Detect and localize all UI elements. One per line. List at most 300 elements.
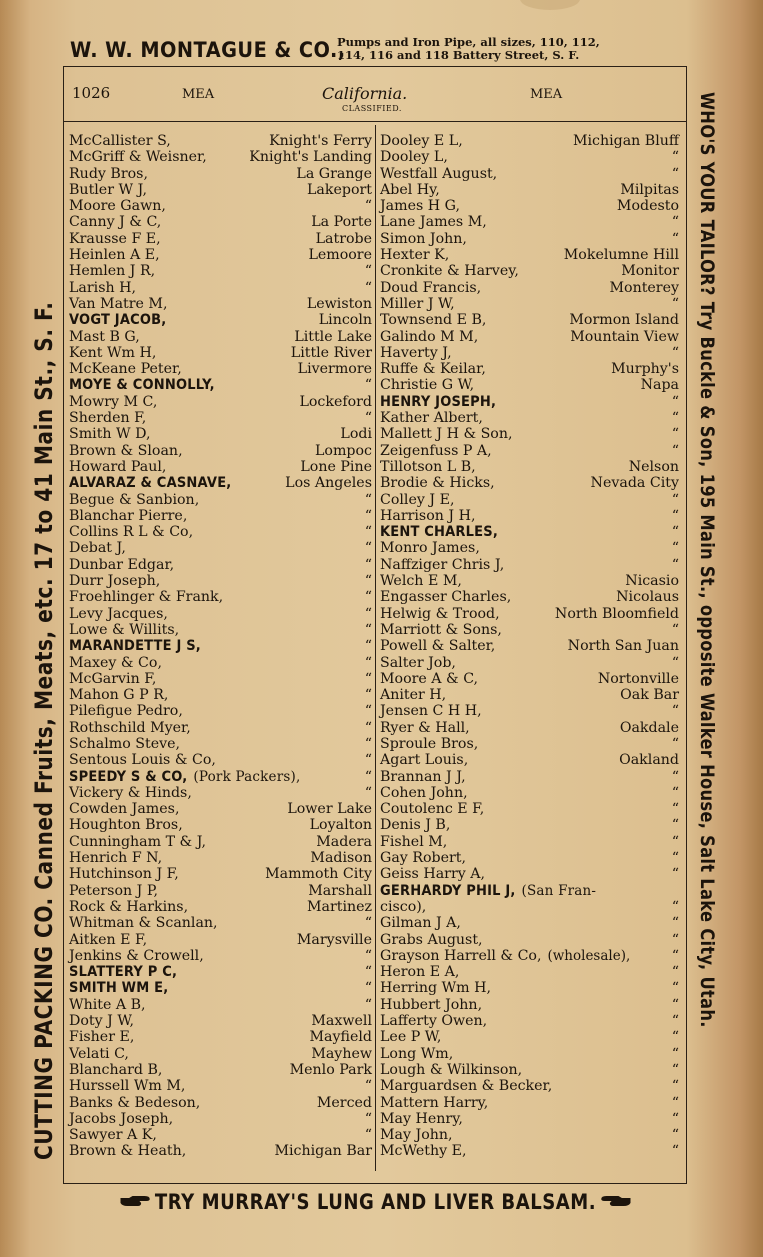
listing-row [380, 866, 679, 882]
listing-name: Cohen John, [380, 784, 468, 801]
listing-row [69, 720, 372, 736]
listing-row [69, 1111, 372, 1127]
listing-name: Levy Jacques, [69, 605, 168, 622]
listing-name: Dooley E L, [380, 133, 463, 149]
listing-name: Powell & Salter, [380, 638, 496, 655]
right-margin-advertisement [692, 92, 722, 1172]
listing-place: “ [671, 295, 679, 312]
page-title: California. [322, 84, 408, 103]
listing-row [380, 720, 679, 736]
listing-place: “ [364, 263, 372, 280]
listing-place: Marshall [308, 882, 372, 899]
listing-place: Little Lake [294, 328, 372, 345]
listing-place: “ [671, 344, 679, 361]
listing-name: Brannan J J, [380, 768, 466, 785]
listing-row [380, 459, 679, 475]
listing-row [380, 948, 679, 964]
listing-row [380, 703, 679, 719]
right-guide-word: MEA [530, 87, 563, 102]
listing-place: “ [364, 1127, 372, 1144]
listing-name: Cowden James, [69, 801, 180, 818]
listing-name: Smith W D, [69, 426, 151, 443]
listing-row [69, 263, 372, 279]
listing-row [69, 655, 372, 671]
listing-place: “ [364, 621, 372, 638]
listing-name: Pilefigue Pedro, [69, 703, 183, 720]
listing-row [380, 361, 679, 377]
listing-name: May Henry, [380, 1110, 463, 1127]
listing-place: Mammoth City [265, 866, 372, 883]
listing-name: Moore A & C, [380, 670, 479, 687]
listing-name: Herring Wm H, [380, 980, 492, 997]
listing-place: Oakland [619, 752, 679, 769]
listing-name: May John, [380, 1127, 453, 1144]
listing-row [69, 801, 372, 817]
listing-name: Westfall August, [380, 165, 498, 182]
listing-place: Madison [310, 850, 372, 867]
listing-place: “ [364, 638, 372, 655]
listing-row [69, 671, 372, 687]
listing-place: “ [364, 1078, 372, 1095]
top-ad-line-1: Pumps and Iron Pipe, all sizes, 110, 112, [337, 35, 600, 49]
listing-name: Geiss Harry A, [380, 866, 486, 883]
listing-row [69, 443, 372, 459]
listing-name: Salter Job, [380, 654, 456, 671]
listing-place: “ [364, 654, 372, 671]
listing-place: Nicolaus [616, 589, 679, 606]
listing-name: Debat J, [69, 540, 126, 557]
left-column-listings [69, 133, 372, 1160]
listing-row [380, 997, 679, 1013]
listing-name: Banks & Bedeson, [69, 1094, 201, 1111]
listing-place: “ [364, 670, 372, 687]
listing-name: cisco), [380, 898, 427, 915]
listing-name: Townsend E B, [380, 312, 487, 329]
listing-row [380, 312, 679, 328]
listing-name: Haverty J, [380, 344, 452, 361]
listing-place: Lincoln [318, 312, 372, 329]
page-number: 1026 [72, 84, 111, 102]
listing-place: “ [671, 703, 679, 720]
listing-name: Van Matre M, [69, 295, 168, 312]
listing-row [380, 606, 679, 622]
listing-row [380, 263, 679, 279]
listing-name: Hutchinson J F, [69, 866, 179, 883]
listing-row [69, 1095, 372, 1111]
listing-name: Begue & Sanbion, [69, 491, 200, 508]
listing-row [69, 459, 372, 475]
listing-row [380, 1143, 679, 1159]
listing-place: Nevada City [590, 475, 679, 492]
listing-row [380, 671, 679, 687]
listing-row [69, 638, 372, 654]
listing-row [380, 557, 679, 573]
listing-name: HENRY JOSEPH, [380, 393, 497, 410]
listing-name: ALVARAZ & CASNAVE, [69, 475, 232, 492]
listing-place: “ [671, 1094, 679, 1111]
listing-name: Heron E A, [380, 964, 460, 981]
listing-place: Merced [316, 1094, 372, 1111]
listing-row [380, 410, 679, 426]
listing-row [380, 182, 679, 198]
listing-row [380, 1095, 679, 1111]
listing-name: McWethy E, [380, 1143, 467, 1160]
listing-name: Howard Paul, [69, 458, 167, 475]
listing-place: Lakeport [307, 181, 372, 198]
listing-row [380, 443, 679, 459]
listing-name: Mallett J H & Son, [380, 426, 513, 443]
listing-place: “ [671, 1143, 679, 1160]
listing-name: Kent Wm H, [69, 344, 157, 361]
listing-place: “ [364, 556, 372, 573]
listing-place: “ [364, 687, 372, 704]
listing-place: Latrobe [315, 230, 372, 247]
listing-place: “ [671, 1127, 679, 1144]
listing-place: “ [671, 393, 679, 410]
listing-name: MOYE & CONNOLLY, [69, 377, 215, 394]
listing-row [380, 834, 679, 850]
listing-row [380, 1111, 679, 1127]
listing-place: Lompoc [315, 442, 372, 459]
listing-name: Lane James M, [380, 214, 487, 231]
listing-row [69, 394, 372, 410]
listing-place: Nelson [628, 458, 679, 475]
listing-row [69, 980, 372, 996]
listing-row [380, 1029, 679, 1045]
listing-name: Krausse F E, [69, 230, 161, 247]
listing-name: Hemlen J R, [69, 263, 156, 280]
listing-row [69, 573, 372, 589]
listing-name: Dunbar Edgar, [69, 556, 175, 573]
listing-name: Ruffe & Keilar, [380, 361, 486, 378]
listing-name: Blanchard B, [69, 1061, 163, 1078]
listing-name: Whitman & Scanlan, [69, 915, 218, 932]
listing-place: “ [364, 996, 372, 1013]
listing-place: “ [364, 752, 372, 769]
listing-name: Maxey & Co, [69, 654, 162, 671]
listing-name: Lough & Wilkinson, [380, 1061, 523, 1078]
listing-name: Lee P W, [380, 1029, 442, 1046]
listing-place: Nicasio [625, 573, 679, 590]
listing-row [69, 198, 372, 214]
listing-row [69, 312, 372, 328]
listing-row [380, 280, 679, 296]
listing-name: Velati C, [69, 1045, 129, 1062]
listing-place: “ [364, 784, 372, 801]
listing-row [69, 540, 372, 556]
listing-name: McKeane Peter, [69, 361, 182, 378]
listing-name: Lowe & Willits, [69, 621, 180, 638]
column-divider [375, 125, 376, 1171]
listing-name: McGriff & Weisner, [69, 149, 207, 166]
listing-place: “ [671, 817, 679, 834]
listing-row [69, 1062, 372, 1078]
listing-place: “ [671, 931, 679, 948]
listing-name: KENT CHARLES, [380, 524, 498, 541]
listing-row [69, 899, 372, 915]
listing-row [69, 589, 372, 605]
listing-row [380, 329, 679, 345]
listing-note: (Pork Packers), [193, 768, 301, 785]
listing-name: Grabs August, [380, 931, 483, 948]
page-subtitle: CLASSIFIED. [342, 104, 402, 113]
listing-row [69, 361, 372, 377]
listing-name: Jenkins & Crowell, [69, 947, 204, 964]
paper-stain [520, 0, 580, 10]
listing-row [380, 655, 679, 671]
listing-name: Vickery & Hinds, [69, 784, 192, 801]
listing-name: Schalmo Steve, [69, 735, 181, 752]
listing-place: La Porte [311, 214, 372, 231]
listing-place: “ [671, 1061, 679, 1078]
listing-row [69, 231, 372, 247]
listing-place: “ [364, 915, 372, 932]
listing-name: Mowry M C, [69, 393, 158, 410]
listing-row [380, 524, 679, 540]
listing-name: Hexter K, [380, 247, 450, 264]
listing-place: Monitor [621, 263, 679, 280]
listing-place: “ [364, 947, 372, 964]
listing-name: Mattern Harry, [380, 1094, 489, 1111]
listing-place: “ [364, 524, 372, 541]
listing-name: James H G, [380, 198, 461, 215]
listing-row [380, 247, 679, 263]
listing-row [69, 769, 372, 785]
listing-name: Harrison J H, [380, 507, 476, 524]
listing-name: Doud Francis, [380, 279, 482, 296]
listing-row [380, 736, 679, 752]
listing-row [380, 1078, 679, 1094]
listing-place: “ [671, 540, 679, 557]
listing-name: MARANDETTE J S, [69, 638, 201, 655]
listing-place: Michigan Bluff [572, 133, 679, 149]
listing-place: Murphy's [611, 361, 679, 378]
listing-place: “ [671, 898, 679, 915]
listing-name: SMITH WM E, [69, 980, 169, 997]
listing-row [380, 426, 679, 442]
listing-row [69, 182, 372, 198]
listing-place: “ [364, 719, 372, 736]
listing-place: “ [364, 589, 372, 606]
listing-place: “ [364, 198, 372, 215]
listing-row [69, 329, 372, 345]
listing-name: Coutolenc E F, [380, 801, 485, 818]
listing-place: “ [671, 735, 679, 752]
listing-row [69, 1078, 372, 1094]
listing-name: Durr Joseph, [69, 573, 161, 590]
listing-row [69, 1029, 372, 1045]
top-ad-firm-name: W. W. MONTAGUE & CO., [70, 38, 346, 62]
listing-row [69, 410, 372, 426]
listing-row [380, 377, 679, 393]
listing-row [380, 622, 679, 638]
listing-name: SPEEDY S & CO, [69, 768, 188, 785]
listing-place: “ [364, 964, 372, 981]
listing-place: “ [671, 442, 679, 459]
listing-row [69, 932, 372, 948]
listing-place: “ [671, 410, 679, 427]
listing-row [380, 638, 679, 654]
listing-row [380, 915, 679, 931]
listing-place: Nortonville [597, 670, 679, 687]
listing-place: “ [671, 165, 679, 182]
listing-place: Livermore [297, 361, 372, 378]
listing-name: Rock & Harkins, [69, 898, 189, 915]
listing-name: Houghton Bros, [69, 817, 183, 834]
listing-row [380, 345, 679, 361]
listing-place: “ [364, 735, 372, 752]
listing-place: “ [364, 1110, 372, 1127]
listing-row [69, 687, 372, 703]
listing-place: Milpitas [620, 181, 679, 198]
listing-name: Doty J W, [69, 1013, 134, 1030]
listing-place: “ [671, 214, 679, 231]
listing-name: Monro James, [380, 540, 480, 557]
listing-name: Marguardsen & Becker, [380, 1078, 553, 1095]
listing-row [69, 214, 372, 230]
listing-row [69, 247, 372, 263]
listing-name: VOGT JACOB, [69, 312, 167, 329]
listing-place: Monterey [609, 279, 679, 296]
listing-row [69, 834, 372, 850]
listing-name: Hurssell Wm M, [69, 1078, 186, 1095]
listing-place: Marysville [296, 931, 372, 948]
listing-row [69, 866, 372, 882]
listing-place: “ [671, 621, 679, 638]
listing-name: Canny J & C, [69, 214, 162, 231]
listing-row [380, 214, 679, 230]
bottom-ad-text: TRY MURRAY'S LUNG AND LIVER BALSAM. [155, 1190, 597, 1214]
listing-name: White A B, [69, 996, 146, 1013]
listing-name: Sproule Bros, [380, 735, 479, 752]
listing-place: “ [671, 654, 679, 671]
listing-place: “ [671, 980, 679, 997]
listing-name: Rothschild Myer, [69, 719, 191, 736]
listing-name: Mast B G, [69, 328, 140, 345]
listing-place: “ [671, 149, 679, 166]
listing-row [380, 817, 679, 833]
listing-name: Aitken E F, [69, 931, 148, 948]
listing-place: “ [364, 279, 372, 296]
listing-place: “ [671, 1029, 679, 1046]
listing-row [380, 394, 679, 410]
listing-row [69, 736, 372, 752]
listing-place: Los Angeles [285, 475, 372, 492]
listing-place: “ [364, 540, 372, 557]
listing-name: Engasser Charles, [380, 589, 512, 606]
listing-place: “ [671, 784, 679, 801]
listing-name: Grayson Harrell & Co, [380, 947, 542, 964]
listing-row [380, 166, 679, 182]
listing-name: Brodie & Hicks, [380, 475, 495, 492]
listing-place: Lower Lake [287, 801, 372, 818]
pointing-hand-icon [119, 1194, 152, 1208]
listing-place: “ [364, 377, 372, 394]
listing-name: Froehlinger & Frank, [69, 589, 224, 606]
listing-name: Denis J B, [380, 817, 451, 834]
listing-row [69, 997, 372, 1013]
listing-name: Gay Robert, [380, 850, 467, 867]
listing-name: Larish H, [69, 279, 137, 296]
listing-row [69, 1013, 372, 1029]
listing-row [380, 752, 679, 768]
listing-place: Mormon Island [569, 312, 679, 329]
listing-name: Fisher E, [69, 1029, 135, 1046]
listing-row [69, 817, 372, 833]
right-margin-ad-text: WHO'S YOUR TAILOR? Try Buckle & Son, 195 Main St., opposite Walker House, Salt Lake City, Utah. [696, 92, 718, 1028]
listing-row [69, 1127, 372, 1143]
listing-name: Lafferty Owen, [380, 1013, 488, 1030]
listing-row [69, 492, 372, 508]
listing-name: McCallister S, [69, 133, 171, 149]
listing-row [69, 1046, 372, 1062]
listing-name: Tillotson L B, [380, 458, 476, 475]
header-divider [63, 121, 687, 122]
listing-row [69, 915, 372, 931]
listing-place: “ [671, 850, 679, 867]
pointing-hand-icon [600, 1194, 633, 1208]
listing-name: Sherden F, [69, 410, 147, 427]
listing-place: “ [671, 1013, 679, 1030]
listing-row [380, 980, 679, 996]
listing-row [380, 133, 679, 149]
listing-name: Kather Albert, [380, 410, 483, 427]
listing-place: “ [671, 507, 679, 524]
listing-place: “ [671, 426, 679, 443]
listing-place: “ [364, 410, 372, 427]
listing-name: Galindo M M, [380, 328, 479, 345]
listing-place: Lemoore [308, 247, 372, 264]
listing-name: Henrich F N, [69, 850, 163, 867]
listing-row [69, 475, 372, 491]
listing-place: “ [671, 230, 679, 247]
listing-name: Sawyer A K, [69, 1127, 157, 1144]
top-ad-details [337, 36, 600, 62]
listing-name: Agart Louis, [380, 752, 469, 769]
listing-name: SLATTERY P C, [69, 964, 178, 981]
listing-row [380, 687, 679, 703]
listing-row [380, 801, 679, 817]
listing-row [380, 883, 679, 899]
listing-row [380, 769, 679, 785]
top-advertisement [70, 36, 690, 64]
listing-name: Miller J W, [380, 295, 455, 312]
listing-place: “ [671, 801, 679, 818]
listing-place: Napa [640, 377, 679, 394]
listing-place: “ [364, 491, 372, 508]
listing-place: “ [364, 980, 372, 997]
bottom-advertisement [66, 1190, 686, 1220]
listing-row [69, 149, 372, 165]
top-ad-line-2: 114, 116 and 118 Battery Street, S. F. [337, 48, 580, 62]
listing-name: Fishel M, [380, 833, 448, 850]
listing-place: Lodi [340, 426, 372, 443]
listing-row [380, 149, 679, 165]
listing-place: Menlo Park [289, 1061, 372, 1078]
listing-row [380, 589, 679, 605]
listing-place: “ [671, 1045, 679, 1062]
left-margin-ad-text: CUTTING PACKING CO. Canned Fruits, Meats, etc. 17 to 41 Main St., S. F. [30, 301, 58, 1160]
listing-name: Gilman J A, [380, 915, 461, 932]
listing-place: Knight's Ferry [269, 133, 372, 149]
listing-name: Brown & Heath, [69, 1143, 187, 1160]
listing-name: Brown & Sloan, [69, 442, 183, 459]
listing-place: Oakdale [619, 719, 679, 736]
listing-row [69, 883, 372, 899]
listing-name: Butler W J, [69, 181, 147, 198]
listing-name: Collins R L & Co, [69, 524, 194, 541]
listing-place: “ [671, 866, 679, 883]
